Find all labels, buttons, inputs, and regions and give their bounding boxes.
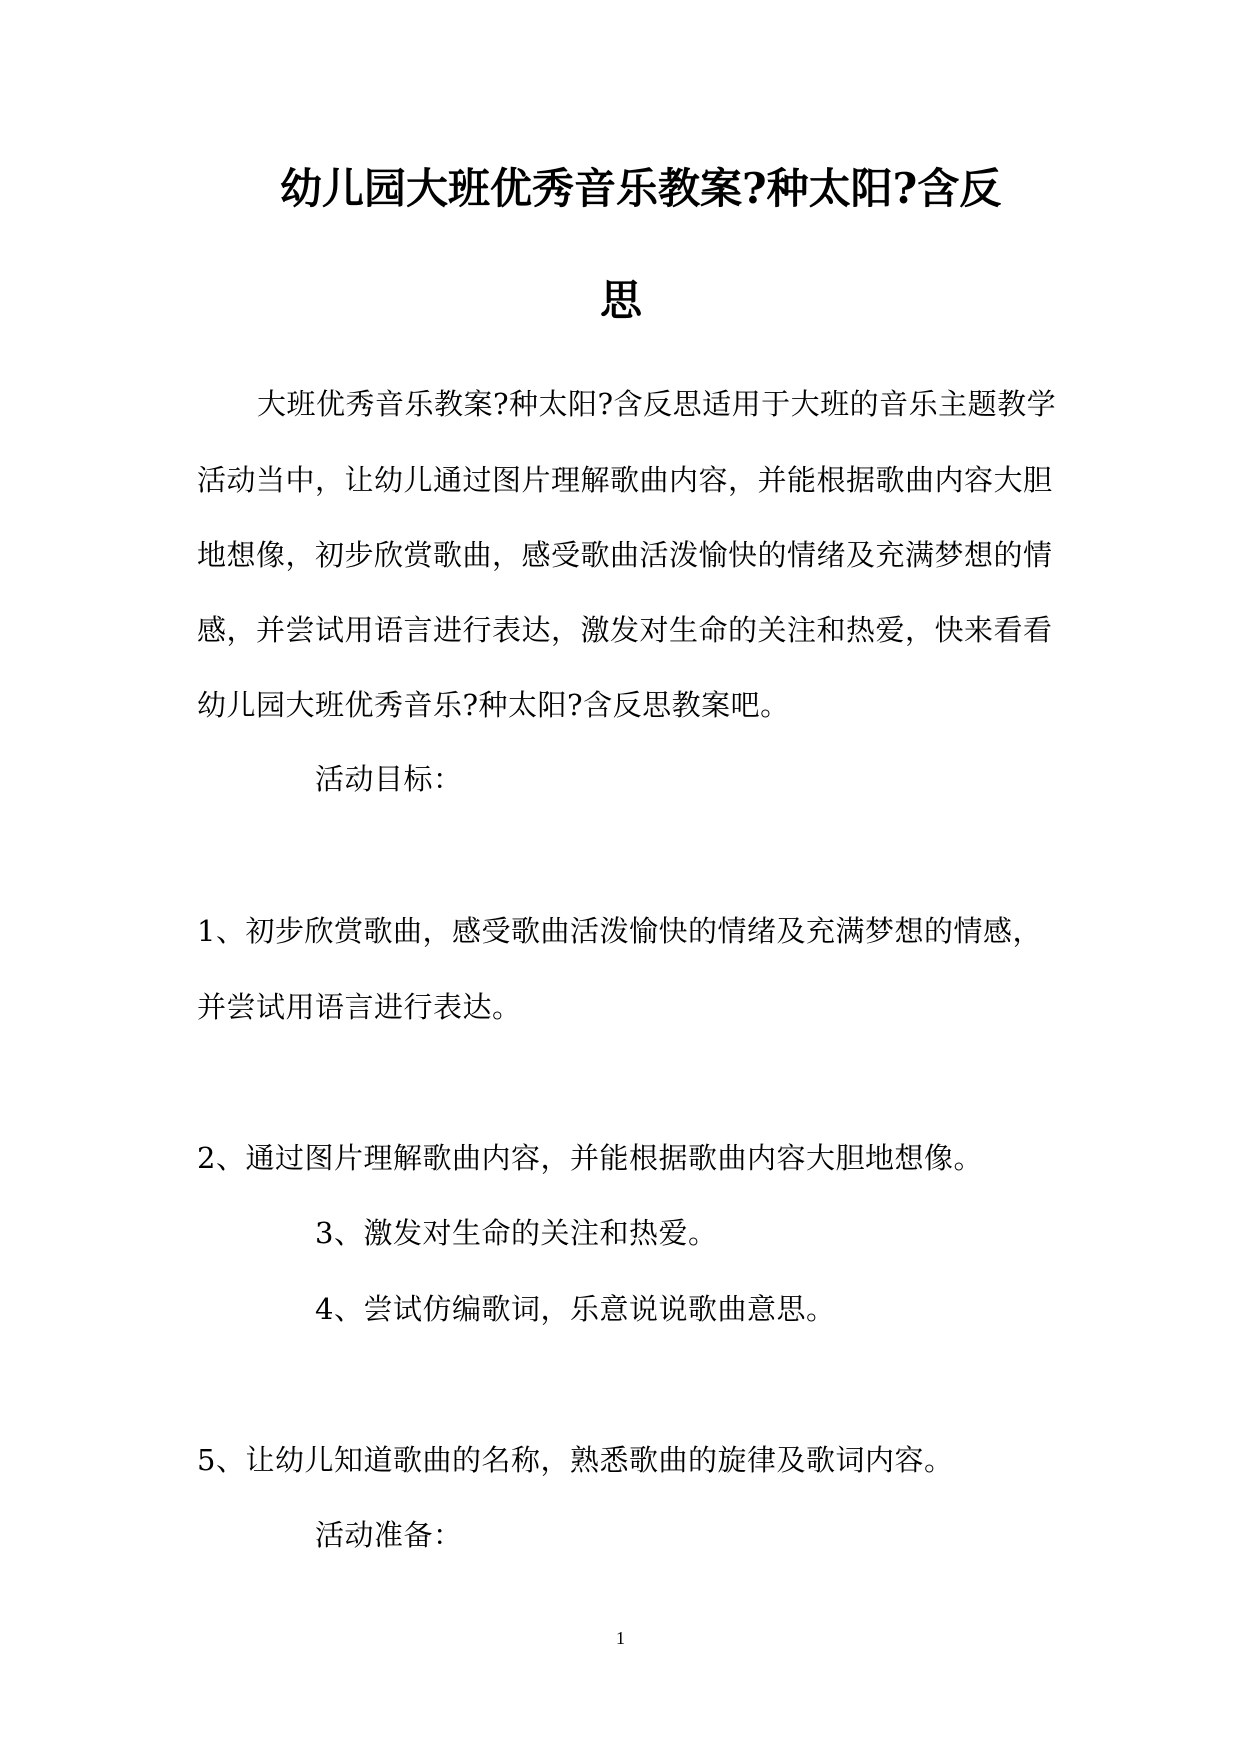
document-title-line-1: 幼儿园大班优秀音乐教案?种太阳?含反 <box>280 164 1002 213</box>
intro-line-5: 幼儿园大班优秀音乐?种太阳?含反思教案吧。 <box>197 688 790 722</box>
intro-line-1: 大班优秀音乐教案?种太阳?含反思适用于大班的音乐主题教学 <box>257 387 1057 421</box>
preparation-heading: 活动准备： <box>315 1518 463 1552</box>
page-number: 1 <box>616 1628 625 1648</box>
intro-line-2: 活动当中，让幼儿通过图片理解歌曲内容，并能根据歌曲内容大胆 <box>197 463 1053 497</box>
goal-2: 2、通过图片理解歌曲内容，并能根据歌曲内容大胆地想像。 <box>197 1141 983 1175</box>
document-title-line-2: 思 <box>600 276 643 325</box>
goal-1-line-2: 并尝试用语言进行表达。 <box>197 990 522 1024</box>
intro-line-4: 感，并尝试用语言进行表达，激发对生命的关注和热爱，快来看看 <box>197 613 1053 647</box>
goal-1-line-1: 1、初步欣赏歌曲，感受歌曲活泼愉快的情绪及充满梦想的情感， <box>197 914 1042 948</box>
intro-line-3: 地想像，初步欣赏歌曲，感受歌曲活泼愉快的情绪及充满梦想的情 <box>197 538 1053 572</box>
goal-5: 5、让幼儿知道歌曲的名称，熟悉歌曲的旋律及歌词内容。 <box>197 1443 954 1477</box>
goal-4: 4、尝试仿编歌词，乐意说说歌曲意思。 <box>315 1292 836 1326</box>
goals-heading: 活动目标： <box>315 762 463 796</box>
goal-3: 3、激发对生命的关注和热爱。 <box>315 1216 718 1250</box>
